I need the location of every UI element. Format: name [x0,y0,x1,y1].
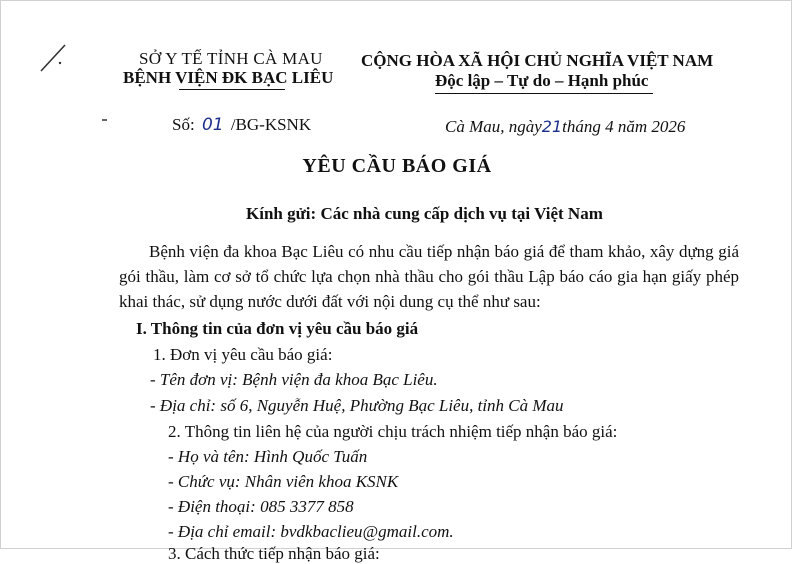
contact-phone: - Điện thoại: 085 3377 858 [168,497,354,516]
stray-mark [101,117,109,123]
document-number [172,115,311,135]
contact-position: - Chức vụ: Nhân viên khoa KSNK [168,472,399,491]
org-name: BỆNH VIỆN ĐK BẠC LIÊU [123,68,334,87]
nation-motto: Độc lập – Tự do – Hạnh phúc [435,71,649,90]
item-1-title: 1. Đơn vị yêu cầu báo giá: [153,345,333,364]
section-heading: I. Thông tin của đơn vị yêu cầu báo giá [136,319,419,338]
doc-no-prefix: Số: [172,115,195,134]
org-parent: SỞ Y TẾ TỈNH CÀ MAU [139,49,323,68]
unit-name: - Tên đơn vị: Bệnh viện đa khoa Bạc Liêu. [150,370,438,389]
recipient-line: Kính gửi: Các nhà cung cấp dịch vụ tại Việt Nam [246,204,603,223]
unit-address: - Địa chỉ: số 6, Nguyễn Huệ, Phường Bạc Liêu, tỉnh Cà Mau [150,396,564,415]
contact-email: - Địa chỉ email: bvdkbaclieu@gmail.com. [168,522,454,541]
nation-title: CỘNG HÒA XÃ HỘI CHỦ NGHĨA VIỆT NAM [361,51,714,70]
intro-paragraph: Bệnh viện đa khoa Bạc Liêu có nhu cầu tiếp nhận báo giá để tham khảo, xây dựng giá gói thầu, làm cơ sở tổ chức lựa chọn nhà thầu cho gói thầu Lập báo cáo gia hạn giấy phép khai thác, sử dụng nước dưới đất với nội dung cụ thể như sau: [119,242,739,311]
org-underline [179,89,285,90]
doc-no-handwritten: 01 [201,115,224,135]
document-date [445,117,685,137]
date-prefix: Cà Mau, ngày [445,117,542,136]
motto-underline [435,93,653,94]
doc-no-suffix: /BG-KSNK [230,115,312,134]
item-2-title: 2. Thông tin liên hệ của người chịu trách nhiệm tiếp nhận báo giá: [168,422,618,441]
handwritten-mark [35,41,71,77]
date-suffix: tháng 4 năm 2026 [562,117,686,136]
item-3-title-partial: 3. Cách thức tiếp nhận báo giá: [168,544,380,563]
contact-name: - Họ và tên: Hình Quốc Tuấn [168,447,368,466]
document-title: YÊU CẦU BÁO GIÁ [302,155,492,177]
date-day-handwritten: 21 [541,117,563,136]
